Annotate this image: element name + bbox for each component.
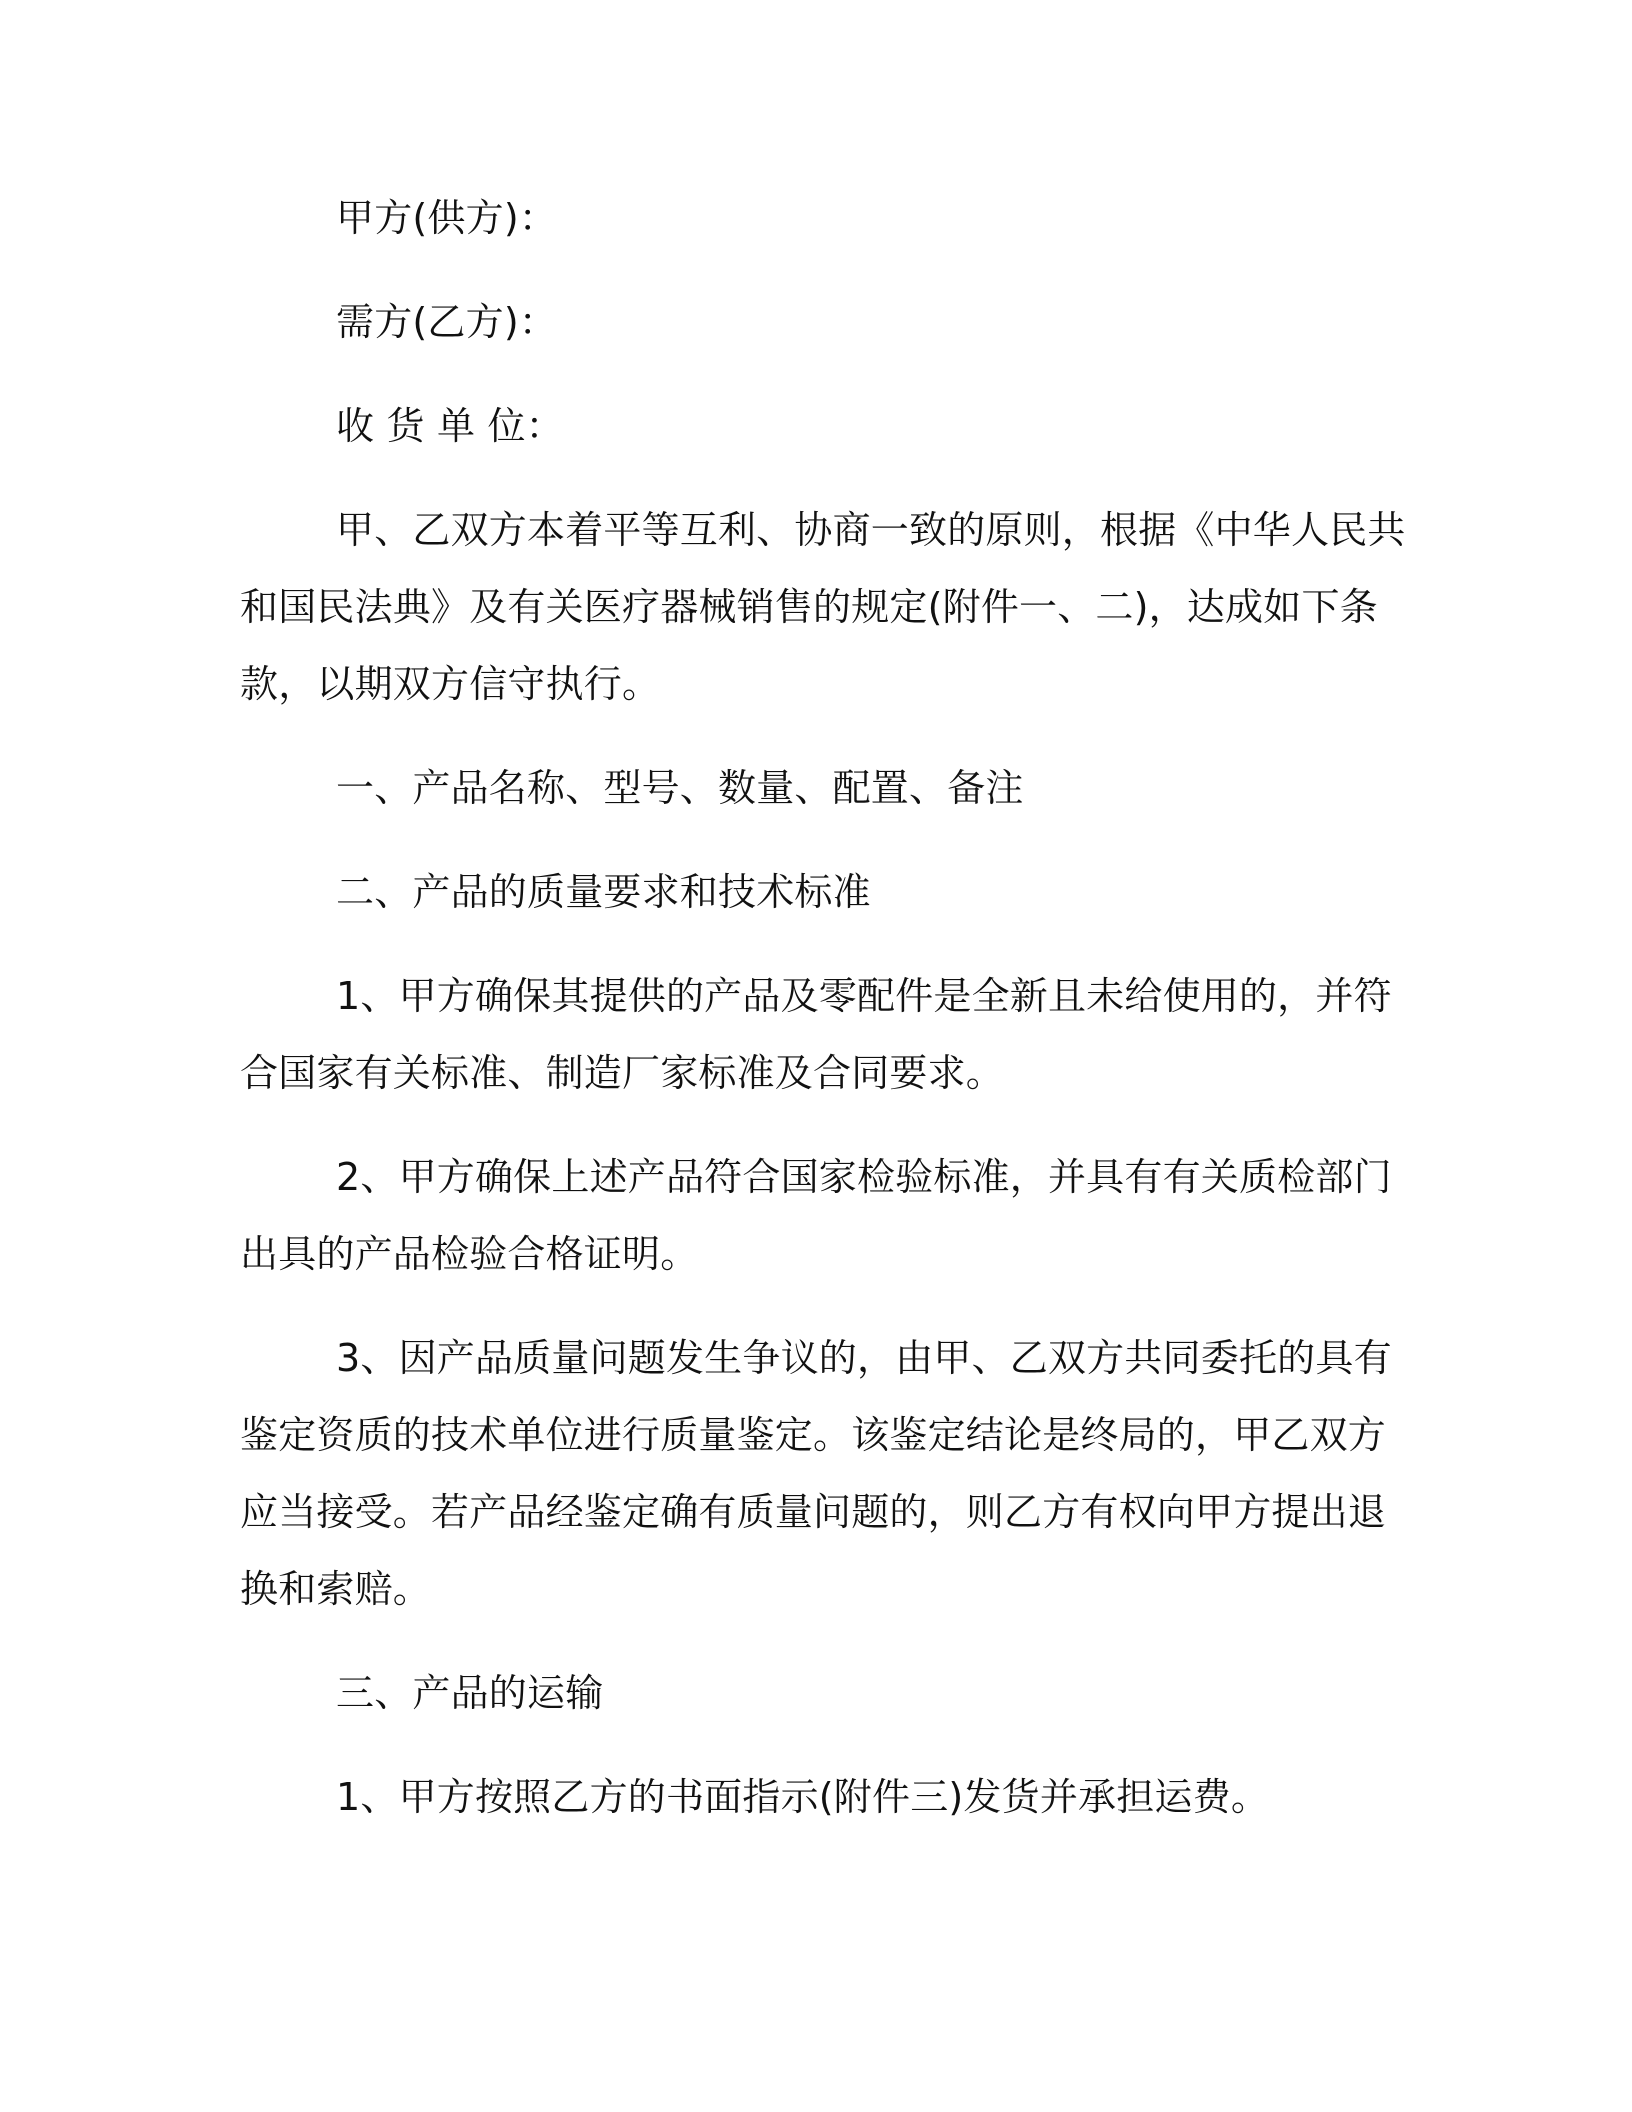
section-3-heading: 三、产品的运输 bbox=[336, 1671, 604, 1715]
section-2-item-2: 2、甲方确保上述产品符合国家检验标准，并具有有关质检部门出具的产品检验合格证明。 bbox=[240, 1155, 1392, 1276]
section-3-item-1: 1、甲方按照乙方的书面指示(附件三)发货并承担运费。 bbox=[336, 1775, 1270, 1819]
intro-paragraph: 甲、乙双方本着平等互利、协商一致的原则，根据《中华人民共和国民法典》及有关医疗器械销售的规定(附件一、二)，达成如下条款，以期双方信守执行。 bbox=[240, 508, 1406, 706]
section-2-item-3: 3、因产品质量问题发生争议的，由甲、乙双方共同委托的具有鉴定资质的技术单位进行质量鉴定。该鉴定结论是终局的，甲乙双方应当接受。若产品经鉴定确有质量问题的，则乙方有权向甲方提出退换和索赔。 bbox=[240, 1336, 1392, 1611]
party-a-line: 甲方(供方)： bbox=[336, 196, 558, 240]
party-b-line: 需方(乙方)： bbox=[336, 300, 558, 344]
section-2-item-1: 1、甲方确保其提供的产品及零配件是全新且未给使用的，并符合国家有关标准、制造厂家标准及合同要求。 bbox=[240, 974, 1392, 1095]
section-1-heading: 一、产品名称、型号、数量、配置、备注 bbox=[336, 766, 1024, 810]
document-body bbox=[240, 180, 1412, 1863]
receiving-unit-line: 收 货 单 位： bbox=[336, 404, 564, 448]
section-2-heading: 二、产品的质量要求和技术标准 bbox=[336, 870, 871, 914]
